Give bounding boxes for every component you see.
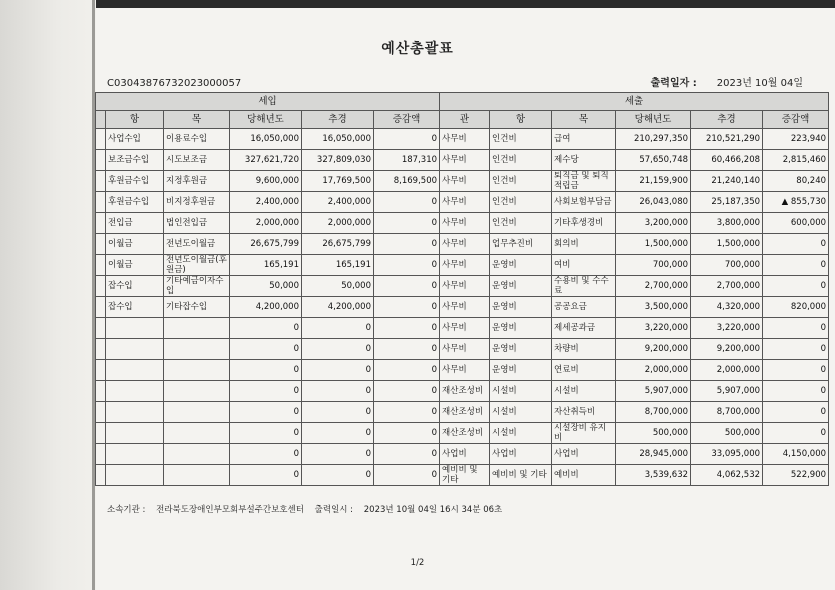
table-cell: 0 (230, 360, 302, 381)
col-header: 관 (440, 111, 490, 129)
table-row (96, 402, 829, 423)
table-row (96, 255, 829, 276)
table-cell: 600,000 (763, 213, 829, 234)
table-header-group (96, 93, 829, 111)
table-cell: 사무비 (440, 255, 490, 276)
table-cell (164, 360, 230, 381)
table-cell: 잡수입 (106, 276, 164, 297)
table-cell: 지정후원금 (164, 171, 230, 192)
table-cell: 2,000,000 (691, 360, 763, 381)
table-cell: ▲ 855,730 (763, 192, 829, 213)
table-cell: 운영비 (490, 318, 552, 339)
table-cell: 0 (763, 360, 829, 381)
table-cell: 33,095,000 (691, 444, 763, 465)
row-spacer (96, 213, 106, 234)
table-cell: 50,000 (302, 276, 374, 297)
col-header: 추경 (302, 111, 374, 129)
table-cell: 0 (374, 339, 440, 360)
table-cell: 재산조성비 (440, 423, 490, 444)
table-cell: 이용료수입 (164, 129, 230, 150)
table-cell: 이월금 (106, 234, 164, 255)
table-cell: 500,000 (616, 423, 691, 444)
table-cell: 전년도이월금(후원금) (164, 255, 230, 276)
table-cell: 2,400,000 (302, 192, 374, 213)
table-cell: 210,297,350 (616, 129, 691, 150)
table-cell: 3,539,632 (616, 465, 691, 486)
table-cell: 차량비 (552, 339, 616, 360)
table-cell (164, 381, 230, 402)
table-cell: 0 (374, 234, 440, 255)
table-row (96, 276, 829, 297)
col-header: 당해년도 (230, 111, 302, 129)
table-cell (164, 423, 230, 444)
table-cell: 9,600,000 (230, 171, 302, 192)
table-cell: 사무비 (440, 339, 490, 360)
table-cell: 0 (763, 339, 829, 360)
table-cell: 사회보험부담금 (552, 192, 616, 213)
table-cell: 업무추진비 (490, 234, 552, 255)
table-cell: 2,000,000 (302, 213, 374, 234)
table-cell: 후원금수입 (106, 171, 164, 192)
table-cell (106, 360, 164, 381)
table-cell: 연료비 (552, 360, 616, 381)
table-cell: 퇴직금 및 퇴직적립금 (552, 171, 616, 192)
table-cell (164, 465, 230, 486)
table-cell: 0 (230, 465, 302, 486)
table-cell: 비지정후원금 (164, 192, 230, 213)
table-cell: 0 (763, 234, 829, 255)
table-cell: 8,700,000 (616, 402, 691, 423)
row-spacer (96, 297, 106, 318)
table-cell (164, 339, 230, 360)
row-spacer (96, 129, 106, 150)
table-cell: 522,900 (763, 465, 829, 486)
table-cell: 시설비 (490, 423, 552, 444)
table-cell: 사무비 (440, 192, 490, 213)
table-cell: 0 (302, 381, 374, 402)
expense-header: 세출 (440, 93, 829, 111)
row-spacer (96, 381, 106, 402)
col-header: 목 (552, 111, 616, 129)
table-cell: 2,000,000 (230, 213, 302, 234)
table-cell: 60,466,208 (691, 150, 763, 171)
table-cell: 4,062,532 (691, 465, 763, 486)
table-cell: 운영비 (490, 360, 552, 381)
table-row (96, 423, 829, 444)
table-cell: 3,500,000 (616, 297, 691, 318)
table-cell: 2,000,000 (616, 360, 691, 381)
table-cell: 16,050,000 (302, 129, 374, 150)
table-cell: 0 (302, 318, 374, 339)
table-cell: 2,400,000 (230, 192, 302, 213)
table-cell: 사무비 (440, 150, 490, 171)
print-date-label: 출력일자 : (650, 78, 697, 89)
table-cell: 공공요금 (552, 297, 616, 318)
col-header: 증감액 (374, 111, 440, 129)
table-cell: 28,945,000 (616, 444, 691, 465)
table-cell: 법인전입금 (164, 213, 230, 234)
table-cell: 21,240,140 (691, 171, 763, 192)
table-cell: 0 (374, 444, 440, 465)
table-cell: 3,220,000 (691, 318, 763, 339)
header-spacer (96, 111, 106, 129)
table-cell: 9,200,000 (616, 339, 691, 360)
table-cell: 327,809,030 (302, 150, 374, 171)
table-cell: 0 (230, 339, 302, 360)
table-cell: 9,200,000 (691, 339, 763, 360)
table-cell: 인건비 (490, 192, 552, 213)
table-cell: 운영비 (490, 276, 552, 297)
table-cell: 17,769,500 (302, 171, 374, 192)
footer-org-name: 전라북도장애인부모회부설주간보호센터 (156, 505, 304, 515)
table-cell: 3,220,000 (616, 318, 691, 339)
table-cell (106, 465, 164, 486)
table-cell: 인건비 (490, 150, 552, 171)
table-cell: 26,675,799 (302, 234, 374, 255)
table-cell: 700,000 (691, 255, 763, 276)
table-cell: 25,187,350 (691, 192, 763, 213)
table-cell: 4,320,000 (691, 297, 763, 318)
table-cell: 57,650,748 (616, 150, 691, 171)
table-cell: 제세공과금 (552, 318, 616, 339)
table-cell (106, 318, 164, 339)
col-header: 당해년도 (616, 111, 691, 129)
row-spacer (96, 465, 106, 486)
table-cell: 0 (302, 339, 374, 360)
income-header: 세입 (96, 93, 440, 111)
table-cell: 3,800,000 (691, 213, 763, 234)
table-cell: 시도보조금 (164, 150, 230, 171)
row-spacer (96, 402, 106, 423)
table-row (96, 318, 829, 339)
table-cell: 4,200,000 (302, 297, 374, 318)
table-cell: 급여 (552, 129, 616, 150)
table-cell: 수용비 및 수수료 (552, 276, 616, 297)
table-cell: 사업비 (552, 444, 616, 465)
table-cell: 0 (302, 423, 374, 444)
table-cell: 사업비 (440, 444, 490, 465)
table-cell: 사무비 (440, 360, 490, 381)
row-spacer (96, 255, 106, 276)
table-cell: 0 (763, 402, 829, 423)
table-cell: 2,815,460 (763, 150, 829, 171)
table-cell: 기타잡수입 (164, 297, 230, 318)
table-cell: 1,500,000 (616, 234, 691, 255)
table-cell: 0 (302, 444, 374, 465)
table-cell: 운영비 (490, 297, 552, 318)
table-cell: 잡수입 (106, 297, 164, 318)
table-cell: 0 (302, 402, 374, 423)
table-cell: 2,700,000 (616, 276, 691, 297)
page-number: 1/2 (410, 558, 425, 568)
table-cell: 26,043,080 (616, 192, 691, 213)
table-cell: 80,240 (763, 171, 829, 192)
table-cell: 재산조성비 (440, 402, 490, 423)
table-cell (106, 423, 164, 444)
table-cell: 0 (302, 465, 374, 486)
table-cell: 이월금 (106, 255, 164, 276)
table-cell: 자산취득비 (552, 402, 616, 423)
footer-printed-label: 출력일시 : (314, 505, 354, 515)
table-row (96, 297, 829, 318)
table-cell (164, 318, 230, 339)
table-cell: 사무비 (440, 297, 490, 318)
table-cell: 예비비 및 기타 (490, 465, 552, 486)
table-cell: 16,050,000 (230, 129, 302, 150)
table-cell: 327,621,720 (230, 150, 302, 171)
binding-shadow (0, 0, 96, 590)
table-row (96, 360, 829, 381)
table-cell: 500,000 (691, 423, 763, 444)
table-cell (106, 339, 164, 360)
table-cell: 사업수입 (106, 129, 164, 150)
table-cell: 0 (763, 381, 829, 402)
table-row (96, 444, 829, 465)
table-cell: 3,200,000 (616, 213, 691, 234)
row-spacer (96, 150, 106, 171)
table-cell: 사무비 (440, 213, 490, 234)
table-cell: 인건비 (490, 213, 552, 234)
footer-org-label: 소속기관 : (107, 505, 146, 515)
footer (107, 503, 502, 515)
table-cell: 0 (374, 213, 440, 234)
table-cell: 5,907,000 (616, 381, 691, 402)
table-cell: 사무비 (440, 318, 490, 339)
table-row (96, 150, 829, 171)
table-cell: 사무비 (440, 129, 490, 150)
row-spacer (96, 423, 106, 444)
table-cell: 시설비 (490, 402, 552, 423)
table-cell: 보조금수입 (106, 150, 164, 171)
table-cell: 0 (763, 423, 829, 444)
row-spacer (96, 339, 106, 360)
table-cell: 0 (374, 318, 440, 339)
table-cell: 0 (374, 129, 440, 150)
document-id: C03043876732023000057 (107, 78, 242, 89)
table-cell: 21,159,900 (616, 171, 691, 192)
table-cell: 사무비 (440, 276, 490, 297)
table-cell: 운영비 (490, 339, 552, 360)
table-cell: 5,907,000 (691, 381, 763, 402)
table-row (96, 213, 829, 234)
table-cell: 예비비 및 기타 (440, 465, 490, 486)
footer-printed-value: 2023년 10월 04일 16시 34분 06초 (363, 505, 503, 515)
table-cell: 2,700,000 (691, 276, 763, 297)
table-cell (106, 402, 164, 423)
table-row (96, 171, 829, 192)
table-cell: 인건비 (490, 171, 552, 192)
table-cell: 0 (374, 402, 440, 423)
table-cell: 700,000 (616, 255, 691, 276)
table-cell: 0 (230, 444, 302, 465)
table-cell: 0 (374, 381, 440, 402)
table-cell: 0 (374, 465, 440, 486)
table-cell: 820,000 (763, 297, 829, 318)
table-cell: 0 (230, 423, 302, 444)
print-date-value: 2023년 10월 04일 (716, 78, 803, 89)
row-spacer (96, 360, 106, 381)
table-cell: 1,500,000 (691, 234, 763, 255)
table-cell: 사무비 (440, 234, 490, 255)
table-cell: 기타예금이자수입 (164, 276, 230, 297)
row-spacer (96, 192, 106, 213)
row-spacer (96, 276, 106, 297)
table-cell: 시설장비 유지비 (552, 423, 616, 444)
table-cell: 인건비 (490, 129, 552, 150)
page-title: 예산총괄표 (381, 41, 454, 57)
table-cell: 0 (230, 318, 302, 339)
table-cell: 4,200,000 (230, 297, 302, 318)
col-header: 추경 (691, 111, 763, 129)
table-cell: 시설비 (490, 381, 552, 402)
table-header-columns (96, 111, 829, 129)
col-header: 증감액 (763, 111, 829, 129)
col-header: 항 (106, 111, 164, 129)
table-cell: 사무비 (440, 171, 490, 192)
row-spacer (96, 234, 106, 255)
table-cell: 0 (374, 192, 440, 213)
table-row (96, 234, 829, 255)
table-cell: 165,191 (230, 255, 302, 276)
table-cell: 0 (374, 297, 440, 318)
table-row (96, 381, 829, 402)
row-spacer (96, 318, 106, 339)
table-cell: 전입금 (106, 213, 164, 234)
table-cell: 50,000 (230, 276, 302, 297)
table-row (96, 129, 829, 150)
print-date (651, 74, 803, 89)
table-row (96, 192, 829, 213)
table-cell: 여비 (552, 255, 616, 276)
table-cell: 후원금수입 (106, 192, 164, 213)
table-cell: 시설비 (552, 381, 616, 402)
table-cell: 운영비 (490, 255, 552, 276)
table-cell (106, 381, 164, 402)
row-spacer (96, 171, 106, 192)
table-cell: 210,521,290 (691, 129, 763, 150)
table-cell: 예비비 (552, 465, 616, 486)
budget-summary-table (95, 92, 829, 486)
table-cell: 전년도이월금 (164, 234, 230, 255)
table-cell: 8,169,500 (374, 171, 440, 192)
table-row (96, 339, 829, 360)
table-cell: 0 (230, 402, 302, 423)
table-cell: 0 (230, 381, 302, 402)
table-cell (164, 444, 230, 465)
row-spacer (96, 444, 106, 465)
col-header: 항 (490, 111, 552, 129)
table-cell: 8,700,000 (691, 402, 763, 423)
table-cell: 223,940 (763, 129, 829, 150)
table-cell: 0 (763, 276, 829, 297)
table-cell: 0 (302, 360, 374, 381)
table-cell: 4,150,000 (763, 444, 829, 465)
table-cell: 0 (374, 276, 440, 297)
table-cell: 0 (763, 255, 829, 276)
table-cell: 0 (763, 318, 829, 339)
table-cell: 사업비 (490, 444, 552, 465)
table-row (96, 465, 829, 486)
table-cell: 기타후생경비 (552, 213, 616, 234)
table-cell: 0 (374, 360, 440, 381)
col-header: 목 (164, 111, 230, 129)
table-cell: 165,191 (302, 255, 374, 276)
table-cell: 제수당 (552, 150, 616, 171)
table-cell: 회의비 (552, 234, 616, 255)
table-cell: 187,310 (374, 150, 440, 171)
table-cell: 0 (374, 423, 440, 444)
top-edge (96, 0, 835, 8)
table-cell (164, 402, 230, 423)
table-cell: 26,675,799 (230, 234, 302, 255)
table-cell: 재산조성비 (440, 381, 490, 402)
table-cell (106, 444, 164, 465)
table-cell: 0 (374, 255, 440, 276)
